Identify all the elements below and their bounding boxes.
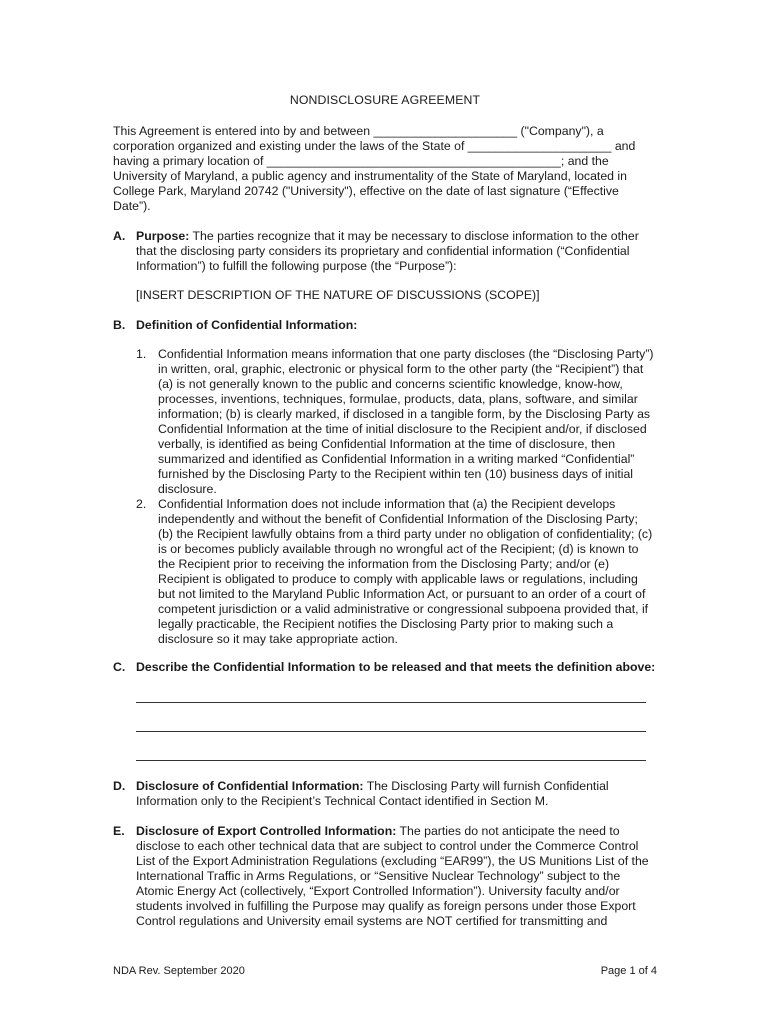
- section-c-heading: Describe the Confidential Information to be released and that meets the definition above:: [136, 660, 656, 674]
- list-item-text: Confidential Information means information that one party discloses (the “Disclosing Party”) in written, oral, graphic, electronic or physical form to the other party (the “Recipient”) that (a) is not generally known to the public and concerns scientific knowledge, know-how, processes, inventions, techniques, formulae, products, data, plans, software, and similar information; (b) is clearly marked, if disclosed in a tangible form, by the Disclosing Party as Confidential Information at the time of initial disclosure to the Recipient and/or, if disclosed verbally, is identified as being Confidential Information at the time of disclosure, then summarized and identified as Confidential Information in a writing marked “Confidential” furnished by the Disclosing Party to the Recipient within ten (10) business days of initial disclosure.: [158, 347, 654, 496]
- section-d-heading: Disclosure of Confidential Information:: [136, 779, 364, 793]
- section-a: [113, 229, 658, 274]
- list-item-text: Confidential Information does not include information that (a) the Recipient develops independently and without the benefit of Confidential Information of the Disclosing Party; (b) the Recipient lawfully obtains from a third party under no obligation of confidentiality; (c) is or becomes publicly available through no wrongful act of the Recipient; (d) is known to the Recipient prior to receiving the information from the Disclosing Party; and/or (e) Recipient is obligated to produce to comply with applicable laws or regulations, including but not limited to the Maryland Public Information Act, or pursuant to an order of a court of competent jurisdiction or a valid administrative or congressional subpoena provided that, if legally practicable, the Recipient notifies the Disclosing Party prior to making such a disclosure so it may take appropriate action.: [158, 497, 653, 646]
- definition-list: [136, 347, 656, 647]
- section-e-text: The parties do not anticipate the need to disclose to each other technical data that are subject to control under the Commerce Control List of the Export Administration Regulations (excluding “EAR99”), the US Munitions List of the International Traffic in Arms Regulations, or “Sensitive Nuclear Technology” subject to the Atomic Energy Act (collectively, “Export Controlled Information”). University faculty and/or students involved in fulfilling the Purpose may qualify as foreign persons under those Export Control regulations and University email systems are NOT certified for transmitting and: [136, 824, 649, 928]
- section-a-heading: Purpose:: [136, 229, 190, 243]
- section-e: [113, 824, 658, 929]
- section-b-heading: Definition of Confidential Information:: [136, 318, 358, 332]
- section-d-text: The Disclosing Party will furnish Confidential Information only to the Recipient’s Technical Contact identified in Section M.: [136, 779, 609, 808]
- section-b-letter: B.: [113, 318, 126, 332]
- section-e-heading: Disclosure of Export Controlled Information:: [136, 824, 397, 838]
- section-a-letter: A.: [113, 229, 126, 243]
- list-item-number: 2.: [136, 497, 147, 511]
- list-item: [136, 497, 656, 647]
- blank-line[interactable]: [136, 702, 646, 703]
- section-b: [113, 318, 658, 333]
- section-d: [113, 779, 658, 809]
- list-item: [136, 347, 656, 497]
- section-c: [113, 660, 658, 675]
- intro-paragraph: This Agreement is entered into by and between _____________________ ("Company"), a corporation organized and existing under the laws of the State of _____________________ and having a primary location of ___________________________________________; and the University of Maryland, a public agency and instrumentality of the State of Maryland, located in College Park, Maryland 20742 ("University"), effective on the date of last signature (“Effective Date”).: [113, 124, 636, 213]
- footer-page-number: Page 1 of 4: [600, 965, 657, 977]
- section-a-text: The parties recognize that it may be necessary to disclose information to the other that the disclosing party considers its proprietary and confidential information (“Confidential Information”) to fulfill the following purpose (the “Purpose”):: [136, 229, 639, 273]
- blank-line[interactable]: [136, 731, 646, 732]
- section-d-letter: D.: [113, 779, 126, 793]
- document-title: NONDISCLOSURE AGREEMENT: [289, 93, 481, 107]
- blank-line[interactable]: [136, 760, 646, 761]
- footer-revision: NDA Rev. September 2020: [113, 965, 245, 977]
- section-c-letter: C.: [113, 660, 126, 674]
- section-e-letter: E.: [113, 824, 125, 838]
- scope-placeholder: [INSERT DESCRIPTION OF THE NATURE OF DISCUSSIONS (SCOPE)]: [136, 288, 540, 302]
- list-item-number: 1.: [136, 347, 147, 361]
